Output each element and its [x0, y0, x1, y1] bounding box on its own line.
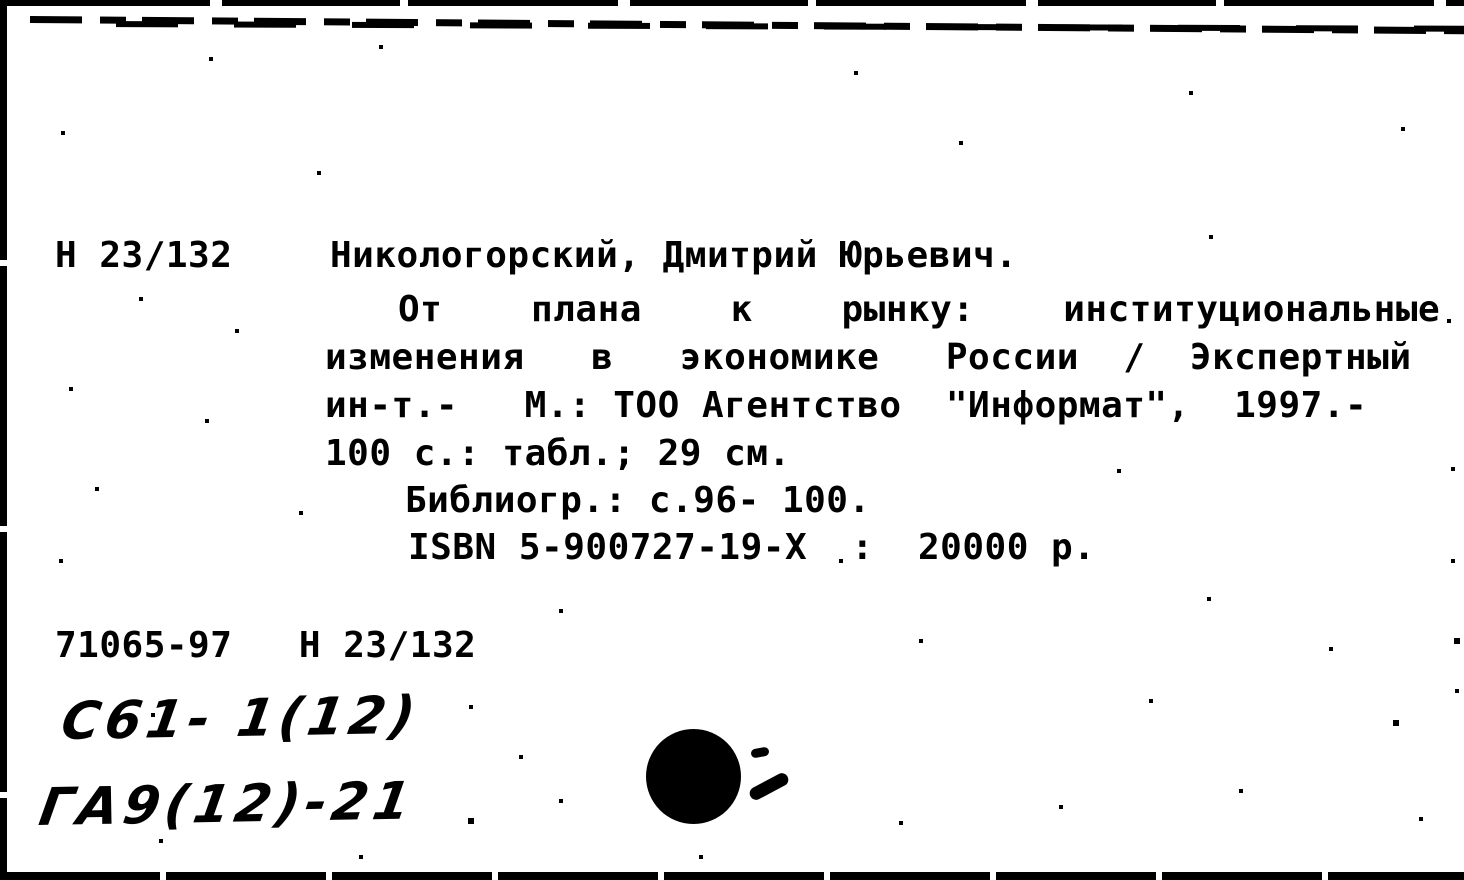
title-statement-line: От плана к рынку: институциональные — [398, 289, 1441, 330]
ink-smudge — [747, 771, 790, 802]
author-heading: Никологорский, Дмитрий Юрьевич. — [330, 235, 1018, 276]
scan-noise-specks — [0, 0, 2, 2]
scan-top-edge — [0, 0, 1464, 6]
ink-smudge — [750, 747, 769, 759]
bibliography-note: Библиогр.: с.96- 100. — [405, 480, 871, 521]
scan-bottom-edge — [0, 872, 1464, 880]
title-statement-line: изменения в экономике России / Экспертный — [325, 337, 1412, 378]
call-number: Н 23/132 — [55, 235, 233, 276]
card-top-edge-line-2 — [90, 21, 1464, 32]
handwritten-classification-1: С61- 1(12) — [57, 685, 425, 752]
handwritten-classification-2: ГА9(12)-21 — [35, 771, 420, 838]
isbn-price-line: ISBN 5-900727-19-X : 20000 р. — [408, 527, 1096, 568]
hole-punch — [646, 729, 741, 824]
imprint-line: ин-т.- М.: ТОО Агентство "Информат", 1997.- — [325, 385, 1368, 426]
scan-left-edge — [0, 0, 7, 880]
collation-line: 100 с.: табл.; 29 см. — [325, 433, 791, 474]
accession-number-line: 71065-97 Н 23/132 — [55, 625, 477, 666]
